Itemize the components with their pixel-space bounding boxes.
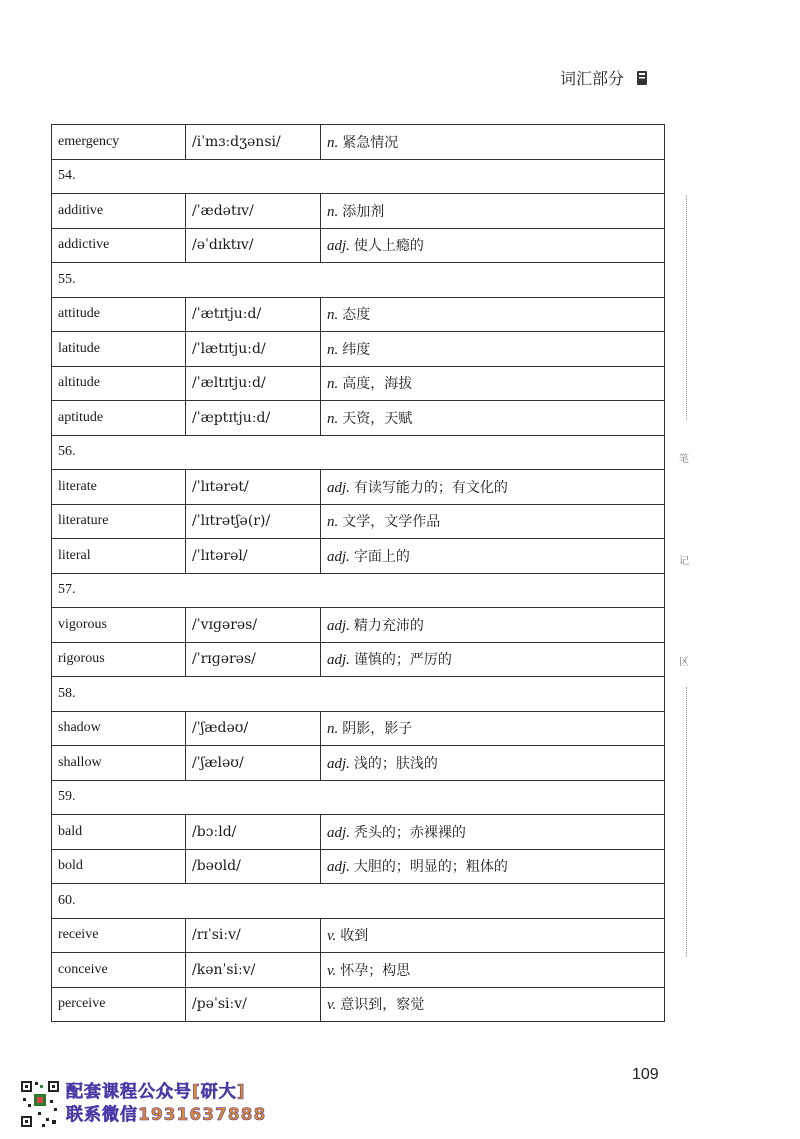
part-of-speech: v. [327, 997, 337, 1014]
definition-cell [321, 504, 665, 539]
definition-cell [321, 539, 665, 574]
part-of-speech: adj. [327, 859, 350, 876]
part-of-speech: adj. [327, 548, 350, 565]
word-cell: perceive [52, 987, 186, 1022]
phonetic-cell: /ˈlɪtərət/ [186, 470, 321, 505]
vocab-row [52, 194, 665, 229]
group-number: 59. [52, 780, 665, 815]
definition-cell [321, 228, 665, 263]
page-header [560, 66, 648, 89]
vocabulary-table [51, 124, 665, 1022]
phonetic-cell: /əˈdɪktɪv/ [186, 228, 321, 263]
vocab-row [52, 470, 665, 505]
group-number: 55. [52, 263, 665, 298]
phonetic-cell: /ˈʃædəʊ/ [186, 711, 321, 746]
part-of-speech: adj. [327, 755, 350, 772]
vocab-row [52, 746, 665, 781]
meaning-text: 意识到，察觉 [340, 997, 425, 1014]
watermark-line-1: 配套课程公众号[研大] [66, 1082, 246, 1102]
meaning-text: 大胆的；明显的；粗体的 [353, 859, 508, 876]
meaning-text: 精力充沛的 [353, 617, 424, 634]
phonetic-cell: /ˈætɪtjuːd/ [186, 297, 321, 332]
word-cell: literature [52, 504, 186, 539]
phonetic-cell: /ˈlætɪtjuːd/ [186, 332, 321, 367]
word-cell: additive [52, 194, 186, 229]
word-cell: conceive [52, 953, 186, 988]
part-of-speech: v. [327, 928, 337, 945]
vocab-row [52, 849, 665, 884]
notes-area [676, 195, 696, 960]
word-cell: rigorous [52, 642, 186, 677]
group-header-row [52, 884, 665, 919]
vocab-row [52, 953, 665, 988]
group-header-row [52, 435, 665, 470]
vocab-row [52, 987, 665, 1022]
word-cell: attitude [52, 297, 186, 332]
notes-char-2: 记 [679, 556, 689, 567]
part-of-speech: n. [327, 307, 339, 324]
phonetic-cell: /bɔːld/ [186, 815, 321, 850]
definition-cell [321, 125, 665, 160]
definition-cell [321, 642, 665, 677]
vocab-row [52, 297, 665, 332]
vocab-row [52, 918, 665, 953]
word-cell: aptitude [52, 401, 186, 436]
definition-cell [321, 401, 665, 436]
vocab-row [52, 504, 665, 539]
watermark-line-2: 联系微信1931637888 [66, 1105, 267, 1125]
group-header-row [52, 573, 665, 608]
group-number: 56. [52, 435, 665, 470]
meaning-text: 使人上瘾的 [353, 238, 424, 255]
meaning-text: 文学，文学作品 [342, 514, 441, 531]
definition-cell [321, 194, 665, 229]
part-of-speech: n. [327, 203, 339, 220]
vocab-row [52, 711, 665, 746]
word-cell: altitude [52, 366, 186, 401]
meaning-text: 紧急情况 [342, 134, 399, 151]
part-of-speech: n. [327, 134, 339, 151]
notes-char-3: 区 [679, 657, 689, 668]
definition-cell [321, 366, 665, 401]
meaning-text: 态度 [342, 307, 371, 324]
part-of-speech: v. [327, 962, 337, 979]
definition-cell [321, 332, 665, 367]
part-of-speech: adj. [327, 479, 350, 496]
word-cell: shadow [52, 711, 186, 746]
vocab-row [52, 815, 665, 850]
phonetic-cell: /ˈlɪtrətʃə(r)/ [186, 504, 321, 539]
phonetic-cell: /bəʊld/ [186, 849, 321, 884]
book-icon [636, 70, 648, 86]
definition-cell [321, 470, 665, 505]
phonetic-cell: /iˈmɜːdʒənsi/ [186, 125, 321, 160]
part-of-speech: n. [327, 410, 339, 427]
word-cell: literal [52, 539, 186, 574]
phonetic-cell: /ˈædətɪv/ [186, 194, 321, 229]
page-number: 109 [632, 1066, 659, 1083]
notes-divider-line [686, 195, 687, 420]
part-of-speech: n. [327, 721, 339, 738]
phonetic-cell: /ˈlɪtərəl/ [186, 539, 321, 574]
group-header-row [52, 263, 665, 298]
group-number: 60. [52, 884, 665, 919]
meaning-text: 阴影，影子 [342, 721, 413, 738]
vocab-row [52, 608, 665, 643]
part-of-speech: adj. [327, 238, 350, 255]
definition-cell [321, 953, 665, 988]
group-number: 57. [52, 573, 665, 608]
word-cell: addictive [52, 228, 186, 263]
phonetic-cell: /ˈæltɪtjuːd/ [186, 366, 321, 401]
definition-cell [321, 297, 665, 332]
watermark [20, 1080, 266, 1128]
meaning-text: 天资，天赋 [342, 410, 413, 427]
qr-code-icon [20, 1080, 60, 1128]
vocab-row [52, 366, 665, 401]
word-cell: latitude [52, 332, 186, 367]
section-title: 词汇部分 [560, 69, 625, 88]
meaning-text: 秃头的；赤裸裸的 [353, 824, 466, 841]
definition-cell [321, 918, 665, 953]
vocab-row [52, 642, 665, 677]
definition-cell [321, 815, 665, 850]
notes-divider-line [686, 687, 687, 957]
notes-char-1: 笔 [679, 454, 689, 465]
vocab-row [52, 401, 665, 436]
definition-cell [321, 711, 665, 746]
definition-cell [321, 987, 665, 1022]
phonetic-cell: /ˈʃæləʊ/ [186, 746, 321, 781]
part-of-speech: adj. [327, 824, 350, 841]
word-cell: bold [52, 849, 186, 884]
group-number: 58. [52, 677, 665, 712]
word-cell: bald [52, 815, 186, 850]
part-of-speech: n. [327, 514, 339, 531]
definition-cell [321, 608, 665, 643]
part-of-speech: adj. [327, 617, 350, 634]
meaning-text: 添加剂 [342, 203, 385, 220]
phonetic-cell: /pəˈsiːv/ [186, 987, 321, 1022]
meaning-text: 字面上的 [353, 548, 410, 565]
phonetic-cell: /ˈrɪɡərəs/ [186, 642, 321, 677]
group-header-row [52, 159, 665, 194]
group-number: 54. [52, 159, 665, 194]
part-of-speech: n. [327, 341, 339, 358]
vocab-row [52, 332, 665, 367]
part-of-speech: n. [327, 376, 339, 393]
vocab-row [52, 228, 665, 263]
word-cell: literate [52, 470, 186, 505]
group-header-row [52, 780, 665, 815]
definition-cell [321, 849, 665, 884]
meaning-text: 纬度 [342, 341, 371, 358]
word-cell: shallow [52, 746, 186, 781]
phonetic-cell: /ˈæptɪtjuːd/ [186, 401, 321, 436]
word-cell: receive [52, 918, 186, 953]
meaning-text: 收到 [340, 928, 369, 945]
group-header-row [52, 677, 665, 712]
definition-cell [321, 746, 665, 781]
meaning-text: 浅的；肤浅的 [353, 755, 438, 772]
word-cell: vigorous [52, 608, 186, 643]
phonetic-cell: /kənˈsiːv/ [186, 953, 321, 988]
meaning-text: 有读写能力的；有文化的 [353, 479, 508, 496]
part-of-speech: adj. [327, 652, 350, 669]
vocab-row [52, 125, 665, 160]
vocab-row [52, 539, 665, 574]
word-cell: emergency [52, 125, 186, 160]
meaning-text: 怀孕；构思 [340, 962, 411, 979]
phonetic-cell: /rɪˈsiːv/ [186, 918, 321, 953]
meaning-text: 谨慎的；严厉的 [353, 652, 452, 669]
phonetic-cell: /ˈvɪɡərəs/ [186, 608, 321, 643]
meaning-text: 高度，海拔 [342, 376, 413, 393]
